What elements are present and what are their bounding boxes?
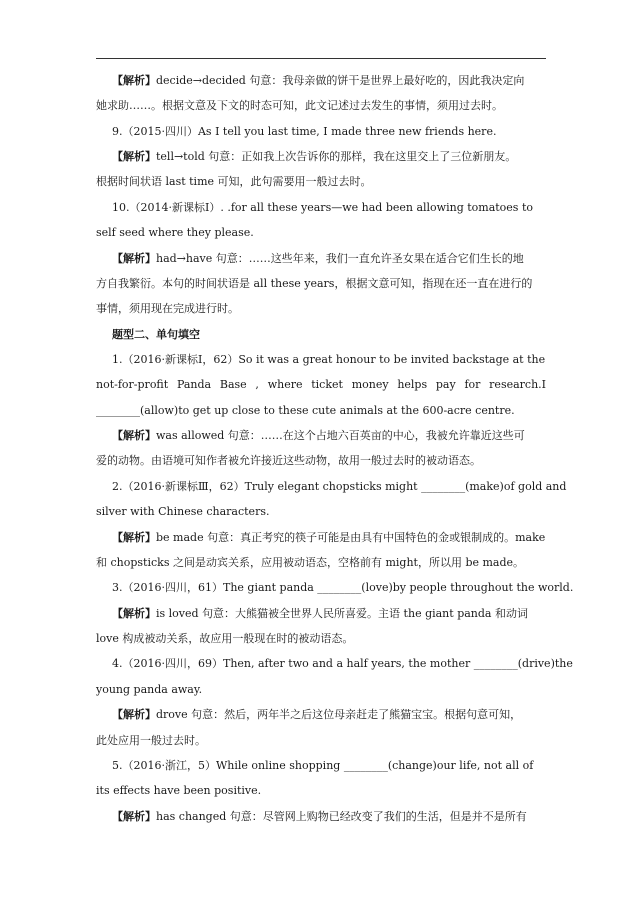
line-text: has changed 句意：尽管网上购物已经改变了我们的生活，但是并不是所有 bbox=[156, 810, 527, 823]
line-text: was allowed 句意：……在这个占地六百英亩的中心，我被允许靠近这些可 bbox=[156, 429, 525, 442]
line-text: silver with Chinese characters. bbox=[96, 505, 270, 518]
text-line bbox=[96, 452, 481, 470]
text-line bbox=[112, 199, 533, 217]
text-line bbox=[96, 732, 206, 750]
text-line bbox=[112, 123, 496, 141]
line-text: 3.（2016·四川，61）The giant panda ________(love)by people throughout the world. bbox=[112, 581, 574, 594]
line-text: 爱的动物。由语境可知作者被允许接近这些动物，故用一般过去时的被动语态。 bbox=[96, 454, 481, 467]
line-text: 此处应用一般过去时。 bbox=[96, 734, 206, 747]
line-text: ________(allow)to get up close to these cute animals at the 600-acre centre. bbox=[96, 404, 515, 417]
line-text: tell→told 句意：正如我上次告诉你的那样，我在这里交上了三位新朋友。 bbox=[156, 150, 517, 163]
text-line bbox=[112, 351, 545, 369]
text-line bbox=[112, 148, 516, 166]
line-text: drove 句意：然后，两年半之后这位母亲赶走了熊猫宝宝。根据句意可知， bbox=[156, 708, 522, 721]
text-line bbox=[112, 427, 525, 445]
text-line bbox=[96, 554, 524, 572]
text-line bbox=[96, 97, 503, 115]
header-rule bbox=[96, 58, 546, 59]
line-text: 10.（2014·新课标Ⅰ）. .for all these years—we had been allowing tomatoes to bbox=[112, 201, 533, 214]
line-text: 题型二、单句填空 bbox=[112, 328, 200, 341]
line-text: 事情，须用现在完成进行时。 bbox=[96, 302, 239, 315]
text-line bbox=[112, 250, 524, 268]
analysis-label: 【解析】 bbox=[112, 429, 156, 442]
line-text: 9.（2015·四川）As I tell you last time, I made three new friends here. bbox=[112, 125, 497, 138]
line-text: 根据时间状语 last time 可知，此句需要用一般过去时。 bbox=[96, 175, 372, 188]
analysis-label: 【解析】 bbox=[112, 74, 156, 87]
analysis-label: 【解析】 bbox=[112, 150, 156, 163]
text-line bbox=[96, 782, 261, 800]
text-line bbox=[96, 300, 239, 318]
line-text: love 构成被动关系，故应用一般现在时的被动语态。 bbox=[96, 632, 354, 645]
text-line bbox=[112, 605, 528, 623]
analysis-label: 【解析】 bbox=[112, 252, 156, 265]
line-text: 方自我繁衍。本句的时间状语是 all these years，根据文意可知，指现在还一直在进行的 bbox=[96, 277, 533, 290]
line-text: young panda away. bbox=[96, 683, 203, 696]
text-line bbox=[112, 529, 545, 547]
text-line bbox=[96, 173, 372, 191]
line-text: be made 句意：真正考究的筷子可能是由具有中国特色的金或银制成的。make bbox=[156, 531, 546, 544]
text-line bbox=[96, 402, 515, 420]
text-line bbox=[112, 655, 573, 673]
line-text: 她求助……。根据文意及下文的时态可知，此文记述过去发生的事情，须用过去时。 bbox=[96, 99, 503, 112]
analysis-label: 【解析】 bbox=[112, 531, 156, 544]
text-line bbox=[96, 630, 353, 648]
text-line bbox=[112, 72, 524, 90]
text-line bbox=[112, 808, 527, 826]
line-text: self seed where they please. bbox=[96, 226, 254, 239]
line-text: is loved 句意：大熊猫被全世界人民所喜爱。主语 the giant panda 和动词 bbox=[156, 607, 528, 620]
line-text: 1.（2016·新课标Ⅰ，62）So it was a great honour to be invited backstage at the bbox=[112, 353, 546, 366]
line-text: its effects have been positive. bbox=[96, 784, 262, 797]
analysis-label: 【解析】 bbox=[112, 810, 156, 823]
text-line bbox=[96, 224, 254, 242]
analysis-label: 【解析】 bbox=[112, 607, 156, 620]
line-text: 和 chopsticks 之间是动宾关系，应用被动语态，空格前有 might，所以用 be made。 bbox=[96, 556, 525, 569]
line-text: 2.（2016·新课标Ⅲ，62）Truly elegant chopsticks might ________(make)of gold and bbox=[112, 480, 567, 493]
text-line bbox=[96, 275, 532, 293]
line-text: 5.（2016·浙江，5）While online shopping ________(change)our life, not all of bbox=[112, 759, 534, 772]
line-text: had→have 句意：……这些年来，我们一直允许圣女果在适合它们生长的地 bbox=[156, 252, 524, 265]
text-line bbox=[96, 681, 202, 699]
line-text: not-for-profit Panda Base , where ticket money helps pay for research.I bbox=[96, 378, 546, 391]
line-text: decide→decided 句意：我母亲做的饼干是世界上最好吃的，因此我决定向 bbox=[156, 74, 525, 87]
text-line bbox=[112, 757, 533, 775]
text-line bbox=[112, 478, 566, 496]
text-line bbox=[112, 706, 521, 724]
text-line bbox=[96, 503, 269, 521]
section-heading bbox=[112, 326, 200, 344]
text-line bbox=[96, 376, 546, 394]
analysis-label: 【解析】 bbox=[112, 708, 156, 721]
text-line bbox=[112, 579, 573, 597]
line-text: 4.（2016·四川，69）Then, after two and a half years, the mother ________(drive)the bbox=[112, 657, 573, 670]
